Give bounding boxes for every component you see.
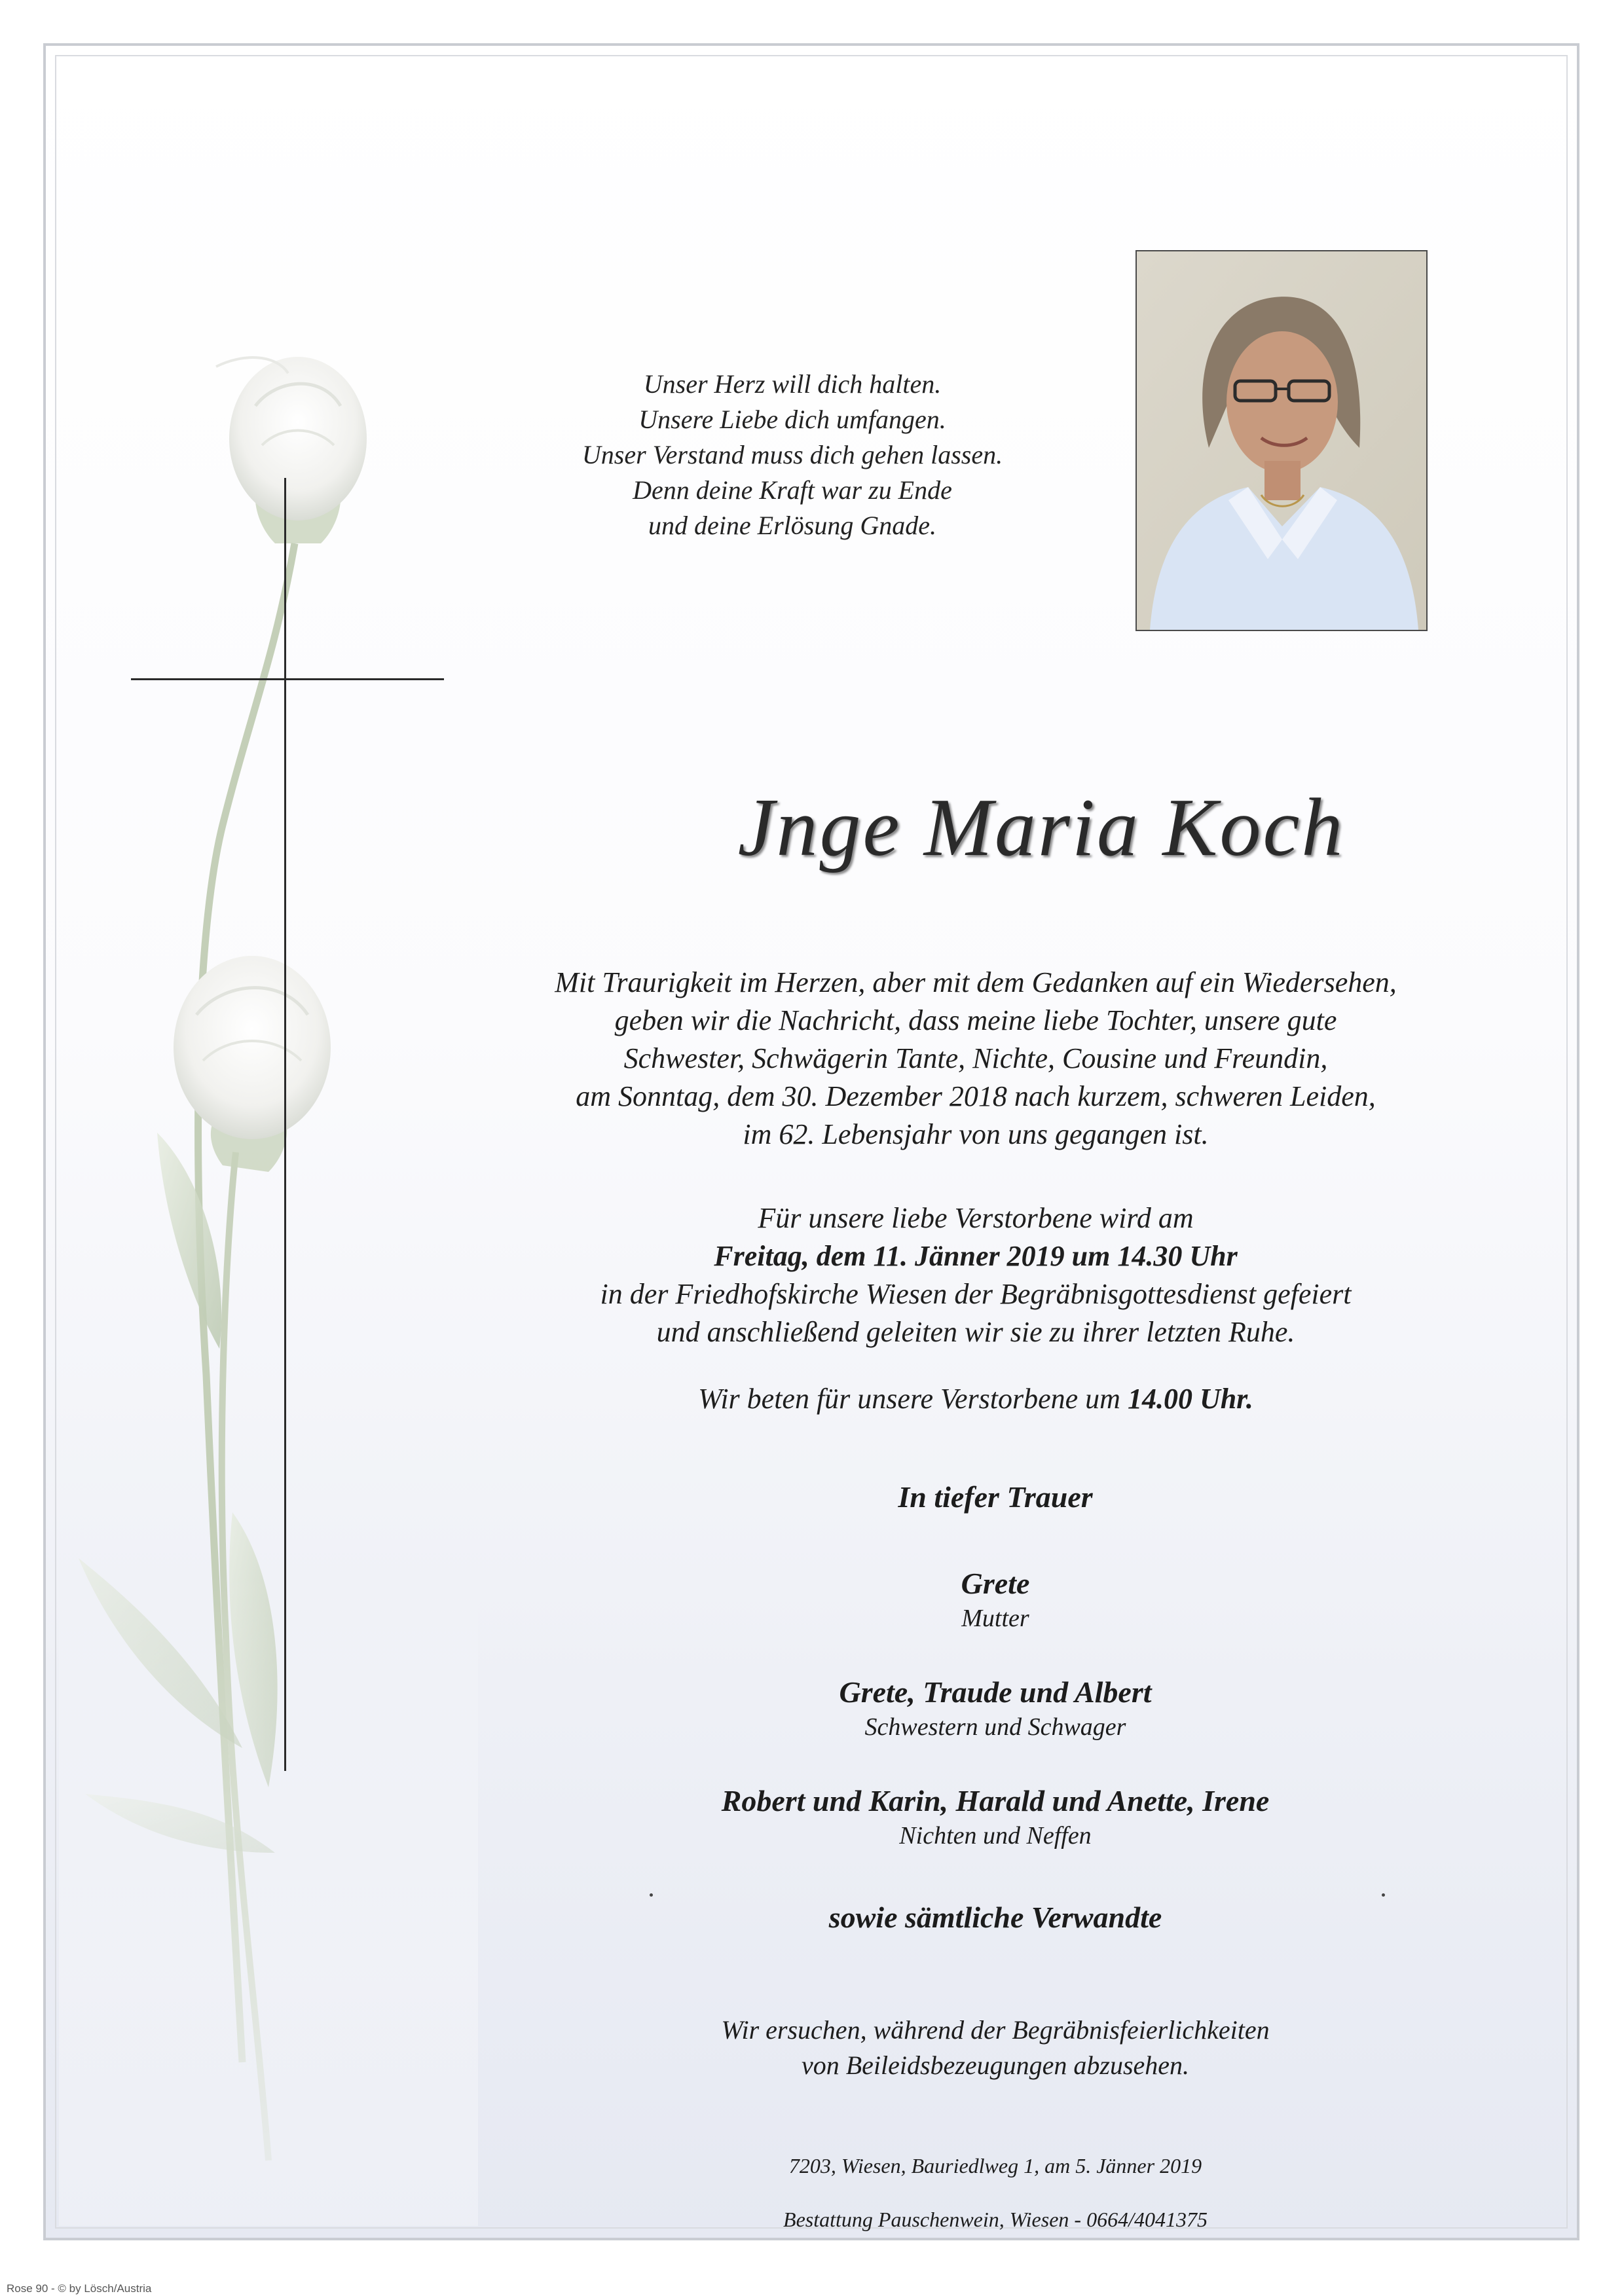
service-closing: und anschließend geleiten wir sie zu ihrer letzten Ruhe.	[656, 1316, 1295, 1348]
portrait-image	[1137, 251, 1426, 630]
mourner-names: Grete	[961, 1567, 1030, 1600]
white-roses-illustration	[59, 327, 478, 2226]
request-line: von Beileidsbezeugungen abzusehen.	[801, 2050, 1190, 2080]
announcement-line: am Sonntag, dem 30. Dezember 2018 nach kurzem, schweren Leiden,	[576, 1080, 1376, 1112]
mourner-group	[458, 1673, 1532, 1743]
condolence-request	[458, 2013, 1532, 2083]
mourner-names: Robert und Karin, Harald und Anette, Irene	[721, 1784, 1270, 1817]
mourners-closing-block	[458, 1899, 1532, 1937]
prayer-time: 14.00 Uhr.	[1127, 1383, 1253, 1415]
mourner-relation: Nichten und Neffen	[899, 1822, 1092, 1850]
poem-line: Unser Herz will dich halten.	[643, 369, 942, 399]
memorial-poem	[485, 367, 1100, 543]
announcement-line: Mit Traurigkeit im Herzen, aber mit dem Gedanken auf ein Wiedersehen,	[555, 966, 1397, 998]
poem-line: Unsere Liebe dich umfangen.	[638, 405, 946, 434]
decorative-dot	[650, 1893, 653, 1897]
mourners-heading: In tiefer Trauer	[898, 1480, 1093, 1514]
mourner-relation: Schwestern und Schwager	[864, 1713, 1126, 1741]
funeral-service-info	[458, 1199, 1493, 1351]
announcement-line: Schwester, Schwägerin Tante, Nichte, Cousine und Freundin,	[623, 1042, 1328, 1074]
mourners-closing: sowie sämtliche Verwandte	[828, 1901, 1162, 1934]
service-date: Freitag, dem 11. Jänner 2019 um 14.30 Uhr	[714, 1240, 1238, 1272]
service-intro: Für unsere liebe Verstorbene wird am	[758, 1202, 1194, 1234]
mourner-names: Grete, Traude und Albert	[839, 1675, 1152, 1709]
prayer-text: Wir beten für unsere Verstorbene um	[698, 1383, 1120, 1415]
footer-address: 7203, Wiesen, Bauriedlweg 1, am 5. Jänner 2019	[788, 2154, 1202, 2178]
decorative-dot	[1382, 1893, 1385, 1897]
service-place: in der Friedhofskirche Wiesen der Begräbnisgottesdienst gefeiert	[600, 1278, 1352, 1310]
mourners-heading-block	[458, 1478, 1532, 1516]
request-line: Wir ersuchen, während der Begräbnisfeierlichkeiten	[721, 2015, 1270, 2045]
cross-vertical-bar	[284, 478, 286, 1771]
poem-line: Denn deine Kraft war zu Ende	[633, 475, 952, 505]
design-credit: Rose 90 - © by Lösch/Austria	[7, 2282, 152, 2295]
cross-horizontal-bar	[131, 678, 444, 680]
death-announcement	[458, 964, 1493, 1154]
poem-line: Unser Verstand muss dich gehen lassen.	[581, 440, 1003, 469]
announcement-line: geben wir die Nachricht, dass meine liebe Tochter, unsere gute	[614, 1004, 1337, 1036]
footer-undertaker: Bestattung Pauschenwein, Wiesen - 0664/4041375	[783, 2208, 1208, 2231]
prayer-info	[458, 1380, 1493, 1418]
deceased-name: Jnge Maria Koch	[737, 782, 1345, 873]
mourner-group	[458, 1782, 1532, 1851]
mourner-relation: Mutter	[961, 1605, 1029, 1632]
poem-line: und deine Erlösung Gnade.	[648, 511, 936, 540]
portrait-photo	[1135, 250, 1428, 631]
announcement-line: im 62. Lebensjahr von uns gegangen ist.	[743, 1118, 1209, 1150]
mourner-group	[458, 1565, 1532, 1634]
